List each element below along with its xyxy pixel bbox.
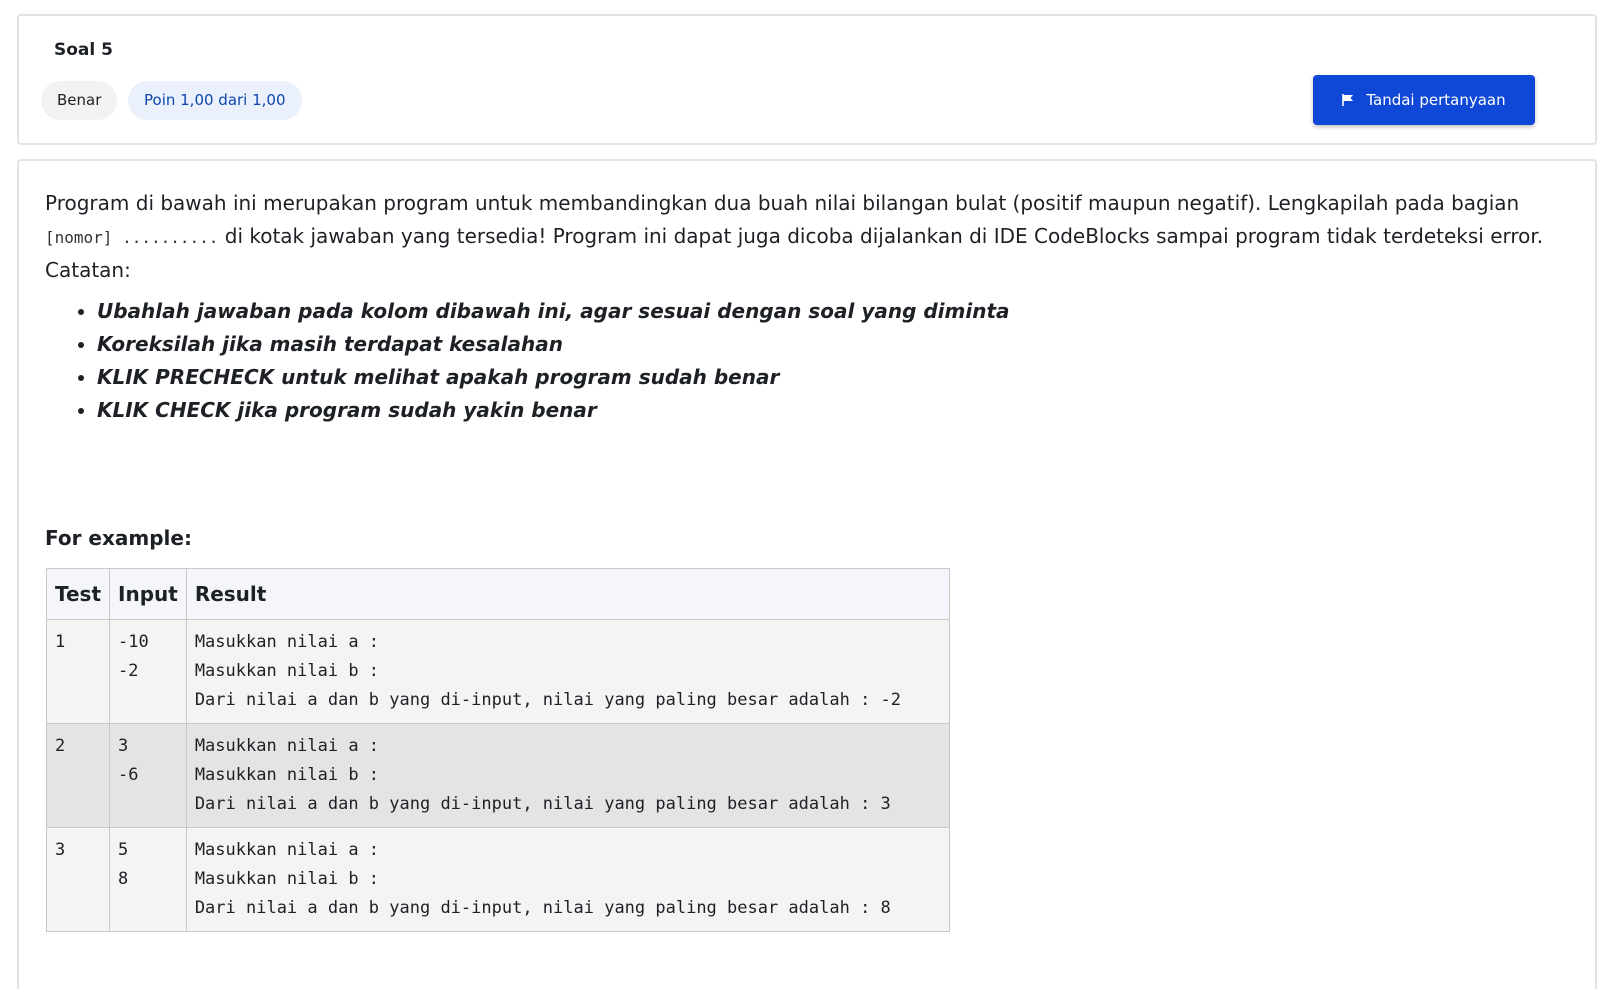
header-test: Test: [47, 569, 110, 620]
notes-list: [45, 295, 1575, 427]
cell-test: 2: [47, 724, 110, 828]
points-badge: Poin 1,00 dari 1,00: [128, 81, 302, 120]
table-row: [47, 828, 950, 932]
status-badge: Benar: [41, 81, 117, 120]
question-title: Soal 5: [54, 40, 113, 60]
table-row: [47, 724, 950, 828]
inline-code-placeholder: [nomor] ..........: [45, 228, 219, 247]
cell-result: Masukkan nilai a : Masukkan nilai b : Dari nilai a dan b yang di-input, nilai yang paling besar adalah : -2: [186, 620, 949, 724]
cell-input: 3 -6: [110, 724, 187, 828]
example-heading: For example:: [45, 526, 192, 550]
question-content-card: [17, 159, 1597, 989]
flag-question-button[interactable]: [1313, 75, 1535, 125]
note-item: • KLIK CHECK jika program sudah yakin benar: [97, 394, 1575, 427]
header-result: Result: [186, 569, 949, 620]
intro-paragraph: [45, 187, 1575, 254]
table-row: [47, 620, 950, 724]
flag-question-label: Tandai pertanyaan: [1366, 91, 1506, 109]
flag-icon: [1342, 94, 1354, 106]
note-item: • KLIK PRECHECK untuk melihat apakah program sudah benar: [97, 361, 1575, 394]
cell-input: 5 8: [110, 828, 187, 932]
intro-text-2: di kotak jawaban yang tersedia! Program ini dapat juga dicoba dijalankan di IDE CodeBlocks sampai program tidak terdeteksi error.: [218, 224, 1544, 248]
examples-table: [46, 568, 950, 932]
note-item: • Ubahlah jawaban pada kolom dibawah ini, agar sesuai dengan soal yang diminta: [97, 295, 1575, 328]
cell-test: 1: [47, 620, 110, 724]
cell-result: Masukkan nilai a : Masukkan nilai b : Dari nilai a dan b yang di-input, nilai yang paling besar adalah : 3: [186, 724, 949, 828]
question-text: [45, 187, 1575, 427]
notes-label: Catatan:: [45, 258, 131, 282]
cell-input: -10 -2: [110, 620, 187, 724]
intro-text-1: Program di bawah ini merupakan program untuk membandingkan dua buah nilai bilangan bulat (positif maupun negatif). Lengkapilah pada bagian: [45, 191, 1520, 215]
cell-result: Masukkan nilai a : Masukkan nilai b : Dari nilai a dan b yang di-input, nilai yang paling besar adalah : 8: [186, 828, 949, 932]
note-item: • Koreksilah jika masih terdapat kesalahan: [97, 328, 1575, 361]
question-info-card: [17, 14, 1597, 145]
table-header-row: [47, 569, 950, 620]
cell-test: 3: [47, 828, 110, 932]
header-input: Input: [110, 569, 187, 620]
